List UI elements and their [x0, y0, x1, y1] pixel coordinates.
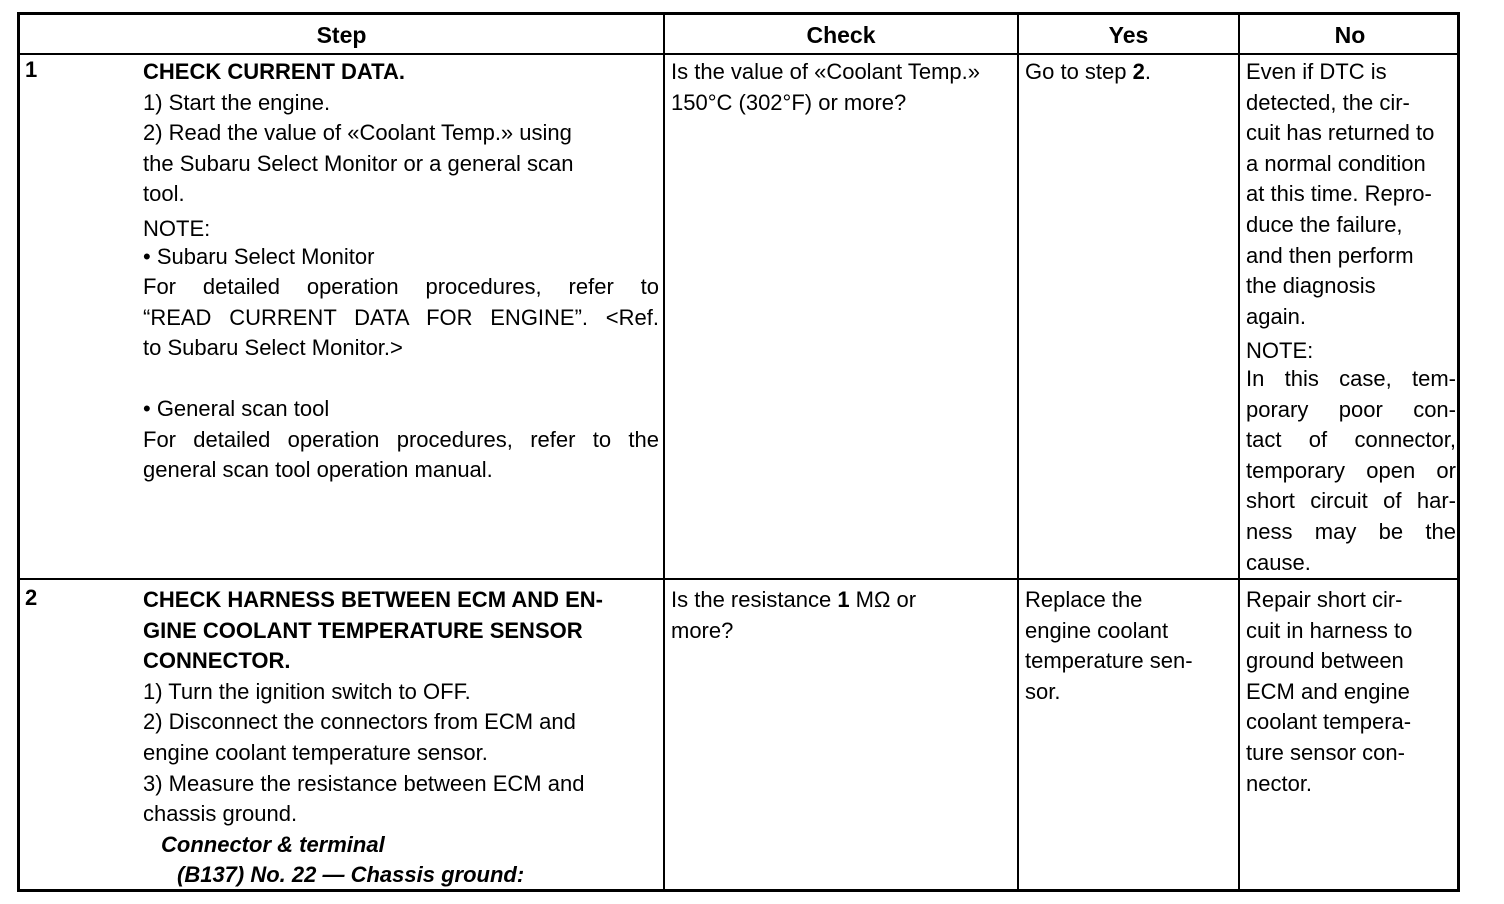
- no-text: cuit in harness to: [1246, 617, 1413, 643]
- yes-step-ref[interactable]: 2: [1132, 59, 1145, 84]
- no-text: detected, the cir-: [1246, 89, 1410, 115]
- no-text: and then perform: [1246, 242, 1414, 268]
- column-divider: [1238, 15, 1240, 889]
- no-text: a normal condition: [1246, 150, 1426, 176]
- step-title: GINE COOLANT TEMPERATURE SENSOR: [143, 617, 583, 643]
- reference-text: For detailed operation procedures, refer to: [143, 274, 659, 300]
- step-number: 2: [25, 585, 38, 610]
- bullet-item: • Subaru Select Monitor: [143, 243, 375, 269]
- column-divider: [1017, 15, 1019, 889]
- note-text: porary poor con-: [1246, 396, 1456, 422]
- note-text: short circuit of har-: [1246, 488, 1456, 514]
- diagnostic-table: [17, 12, 1460, 892]
- step-1-yes: [1025, 57, 1235, 88]
- no-text: duce the failure,: [1246, 211, 1403, 237]
- connector-label: Connector & terminal: [161, 831, 385, 857]
- yes-text: Replace the: [1025, 587, 1143, 612]
- check-text: more?: [671, 617, 734, 643]
- check-text: 150°C (302°F) or more?: [671, 89, 907, 115]
- no-text: Repair short cir-: [1246, 587, 1403, 612]
- header-step: Step: [316, 21, 367, 48]
- check-text: MΩ or: [849, 587, 917, 612]
- yes-text: .: [1144, 59, 1151, 84]
- header-check: Check: [806, 21, 876, 48]
- no-text: the diagnosis: [1246, 273, 1376, 299]
- no-text: ture sensor con-: [1246, 739, 1405, 765]
- no-text: ground between: [1246, 648, 1404, 674]
- yes-text: engine coolant: [1025, 617, 1169, 643]
- reference-text: general scan tool operation manual.: [143, 457, 493, 483]
- no-text: ECM and engine: [1246, 678, 1410, 704]
- step-instruction: the Subaru Select Monitor or a general scan: [143, 150, 574, 176]
- yes-text: Go to step: [1025, 59, 1133, 84]
- reference-text: to Subaru Select Monitor.>: [143, 335, 403, 361]
- reference-text: “READ CURRENT DATA FOR ENGINE”. <Ref.: [143, 304, 659, 330]
- no-text: nector.: [1246, 770, 1313, 796]
- no-text: at this time. Repro-: [1246, 181, 1432, 207]
- yes-text: temperature sen-: [1025, 648, 1193, 674]
- note-label: NOTE:: [1246, 338, 1314, 364]
- step-number: 1: [25, 57, 38, 82]
- note-text: ness may be the: [1246, 518, 1456, 544]
- no-text: again.: [1246, 303, 1306, 329]
- step-title: CHECK CURRENT DATA.: [143, 59, 405, 84]
- note-label: NOTE:: [143, 215, 211, 241]
- check-text: Is the resistance: [671, 587, 838, 612]
- step-instruction: 2) Read the value of «Coolant Temp.» using: [143, 120, 572, 146]
- column-divider: [663, 15, 665, 889]
- step-title: CONNECTOR.: [143, 648, 291, 674]
- step-2-check: [671, 585, 1013, 646]
- step-instruction: 3) Measure the resistance between ECM and: [143, 770, 585, 796]
- bullet-item: • General scan tool: [143, 395, 330, 421]
- header-no: No: [1334, 21, 1366, 48]
- step-instruction: 2) Disconnect the connectors from ECM and: [143, 709, 576, 735]
- step-1-check: [671, 57, 1013, 118]
- step-instruction: chassis ground.: [143, 801, 298, 827]
- connector-value: (B137) No. 22 — Chassis ground:: [177, 862, 525, 888]
- note-text: In this case, tem-: [1246, 365, 1456, 391]
- check-text: Is the value of «Coolant Temp.»: [671, 59, 981, 84]
- note-text: tact of connector,: [1246, 427, 1456, 453]
- row-divider: [20, 578, 1457, 580]
- no-text: coolant tempera-: [1246, 709, 1412, 735]
- yes-text: sor.: [1025, 678, 1061, 704]
- reference-text: For detailed operation procedures, refer to the: [143, 426, 659, 452]
- no-text: Even if DTC is: [1246, 59, 1387, 84]
- step-2-no: [1246, 585, 1456, 799]
- step-instruction: tool.: [143, 181, 185, 207]
- note-text: temporary open or: [1246, 457, 1456, 483]
- check-value: 1: [837, 587, 850, 612]
- step-instruction: 1) Start the engine.: [143, 89, 331, 115]
- header-yes: Yes: [1108, 21, 1149, 48]
- step-instruction: 1) Turn the ignition switch to OFF.: [143, 678, 471, 704]
- step-instruction: engine coolant temperature sensor.: [143, 739, 488, 765]
- step-title: CHECK HARNESS BETWEEN ECM AND EN-: [143, 587, 603, 612]
- step-2-description: [143, 585, 659, 891]
- step-1-no: [1246, 57, 1456, 578]
- no-text: cuit has returned to: [1246, 120, 1435, 146]
- note-text: cause.: [1246, 549, 1311, 575]
- step-1-description: [143, 57, 659, 486]
- step-2-yes: [1025, 585, 1235, 707]
